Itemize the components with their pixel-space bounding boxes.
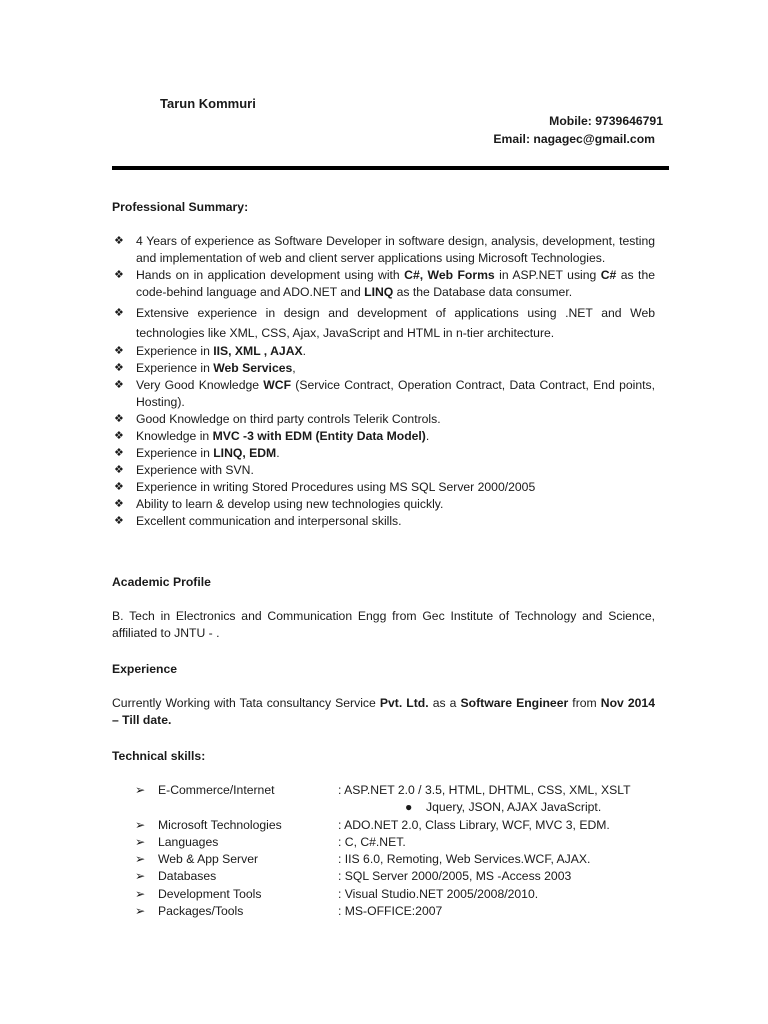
diamond-bullet-icon: ❖ [114,379,124,391]
skill-label: Languages [158,834,219,849]
skill-value: : ADO.NET 2.0, Class Library, WCF, MVC 3, EDM. [338,817,610,832]
technical-skills-table [135,782,675,920]
diamond-bullet-icon: ❖ [114,307,124,319]
skill-row [135,782,675,799]
email-address: Email: nagagec@gmail.com [493,132,655,146]
mobile-number: Mobile: 9739646791 [549,114,663,128]
skill-label: Web & App Server [158,852,259,867]
skill-value: : Visual Studio.NET 2005/2008/2010. [338,886,539,901]
arrow-bullet-icon: ➢ [135,834,146,849]
experience-text: Currently Working with Tata consultancy Service Pvt. Ltd. as a Software Engineer from Nov 2014 – Till date. [112,696,655,727]
arrow-bullet-icon: ➢ [135,817,146,832]
diamond-bullet-icon: ❖ [114,447,124,459]
summary-item: ❖ Ability to learn & develop using new technologies quickly. [114,497,444,511]
skill-row [135,834,675,851]
summary-list [112,233,655,530]
summary-item: ❖ Experience with SVN. [114,463,254,477]
skill-subvalue: Jquery, JSON, AJAX JavaScript. [426,800,602,815]
professional-summary-heading: Professional Summary: [112,200,249,214]
skill-row [135,817,675,834]
skill-label: Microsoft Technologies [158,817,282,832]
summary-item: ❖ Hands on in application development using with C#, Web Forms in ASP.NET using C# as the code-behind language and ADO.NET and LINQ as the Database data consumer. [114,268,655,299]
skill-subrow [135,799,675,816]
skill-row [135,903,675,920]
summary-item: ❖ Experience in writing Stored Procedures using MS SQL Server 2000/2005 [114,480,536,494]
skill-label: E-Commerce/Internet [158,783,275,797]
summary-item: ❖ Extensive experience in design and development of applications using .NET and Web technologies like XML, CSS, Ajax, JavaScript and HTML in n-tier architecture. [112,303,655,343]
summary-item: ❖ Knowledge in MVC -3 with EDM (Entity Data Model). [114,429,430,443]
arrow-bullet-icon: ➢ [135,783,146,797]
diamond-bullet-icon: ❖ [114,362,124,374]
arrow-bullet-icon: ➢ [135,869,146,884]
summary-item: ❖ Experience in LINQ, EDM. [114,446,280,460]
summary-item: ❖ Excellent communication and interpersonal skills. [114,514,402,528]
summary-item: ❖ Experience in IIS, XML , AJAX. [114,344,307,358]
diamond-bullet-icon: ❖ [114,345,124,357]
skill-value: : C, C#.NET. [338,834,406,849]
skill-value: : SQL Server 2000/2005, MS -Access 2003 [338,869,572,884]
summary-item: ❖ Experience in Web Services, [114,361,296,375]
summary-item: ❖ Very Good Knowledge WCF (Service Contract, Operation Contract, Data Contract, End points, Hosting). [114,378,656,409]
skill-label: Databases [158,869,217,884]
arrow-bullet-icon: ➢ [135,852,146,867]
skill-label: Development Tools [158,886,262,901]
academic-profile-heading: Academic Profile [112,575,211,589]
skill-row [135,886,675,903]
skill-row [135,851,675,868]
experience-heading: Experience [112,662,178,676]
diamond-bullet-icon: ❖ [114,498,124,510]
academic-profile-text: B. Tech in Electronics and Communication Engg from Gec Institute of Technology and Science, affiliated to JNTU - . [112,609,655,640]
arrow-bullet-icon: ➢ [135,904,146,919]
header-divider [112,166,669,170]
diamond-bullet-icon: ❖ [114,430,124,442]
skill-row [135,868,675,885]
diamond-bullet-icon: ❖ [114,481,124,493]
diamond-bullet-icon: ❖ [114,235,124,247]
skill-value: : IIS 6.0, Remoting, Web Services.WCF, AJAX. [338,852,591,867]
skill-value: : MS-OFFICE:2007 [338,904,443,919]
summary-item: ❖ 4 Years of experience as Software Developer in software design, analysis, development, testing and implementation of web and client server applications using Microsoft Technologies. [114,234,655,265]
diamond-bullet-icon: ❖ [114,269,124,281]
diamond-bullet-icon: ❖ [114,464,124,476]
arrow-bullet-icon: ➢ [135,886,146,901]
summary-item: ❖ Good Knowledge on third party controls Telerik Controls. [114,412,441,426]
dot-bullet-icon: ● [405,800,413,815]
skill-label: Packages/Tools [158,904,244,919]
technical-skills-heading: Technical skills: [112,749,206,763]
candidate-name: Tarun Kommuri [160,96,256,111]
diamond-bullet-icon: ❖ [114,413,124,425]
skill-value: : ASP.NET 2.0 / 3.5, HTML, DHTML, CSS, XML, XSLT [338,783,631,797]
diamond-bullet-icon: ❖ [114,515,124,527]
